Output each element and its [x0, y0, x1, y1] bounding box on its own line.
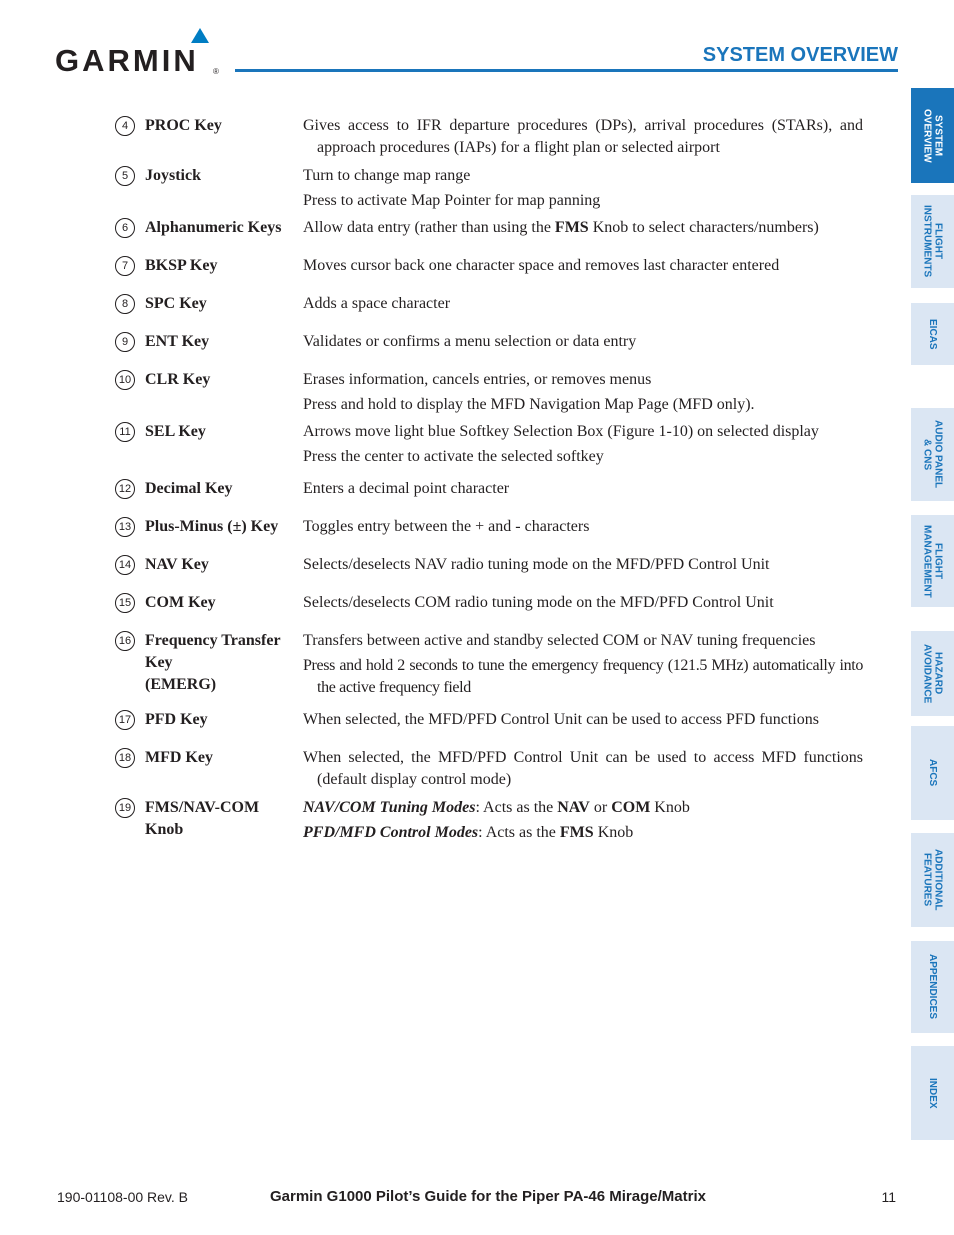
key-description — [303, 217, 863, 242]
key-description — [303, 516, 863, 541]
garmin-triangle-icon — [191, 28, 209, 43]
key-name: Decimal Key — [145, 480, 233, 497]
callout-number-icon: 10 — [115, 370, 135, 390]
key-name: Plus-Minus (±) Key — [145, 518, 279, 535]
callout-number-icon: 9 — [115, 332, 135, 352]
description-line — [303, 217, 863, 239]
callout-number-icon: 15 — [115, 593, 135, 613]
registered-mark: ® — [213, 67, 219, 76]
header-rule — [235, 69, 898, 72]
tab-label: APPENDICES — [927, 954, 938, 1020]
key-name: ENT Key — [145, 333, 210, 350]
description-line: Adds a space character — [303, 295, 451, 312]
key-name-line: FMS/NAV-COM — [145, 799, 260, 816]
desc-fragment: Knob — [593, 824, 634, 841]
desc-fragment: FMS — [559, 824, 594, 841]
callout-number-icon: 18 — [115, 748, 135, 768]
key-name: NAV Key — [145, 556, 209, 573]
desc-fragment: Allow data entry (rather than using the — [303, 219, 555, 236]
desc-fragment: Knob — [650, 799, 690, 816]
tab-label: AUDIO PANEL & CNS — [921, 420, 944, 489]
callout-number-icon: 11 — [115, 422, 135, 442]
callout-number-icon: 14 — [115, 555, 135, 575]
tab-appendices[interactable] — [911, 941, 954, 1033]
key-name: SPC Key — [145, 295, 207, 312]
description-line — [303, 797, 863, 819]
key-name: PROC Key — [145, 117, 222, 134]
key-description — [303, 478, 863, 503]
description-line: Gives access to IFR departure procedures (DPs), arrival procedures (STARs), and approach procedures (IAPs) for a flight plan or selected airport — [303, 117, 863, 156]
key-description — [303, 293, 863, 318]
key-description — [303, 630, 863, 702]
tab-afcs[interactable] — [911, 726, 954, 820]
callout-number-icon: 6 — [115, 218, 135, 238]
tab-label: EICAS — [927, 318, 938, 350]
callout-number-icon: 8 — [115, 294, 135, 314]
callout-number-icon: 4 — [115, 116, 135, 136]
key-name-line: Frequency Transfer — [145, 632, 281, 649]
callout-number-icon: 7 — [115, 256, 135, 276]
tab-label: FLIGHT INSTRUMENTS — [921, 205, 944, 278]
key-name: Joystick — [145, 167, 201, 184]
description-line: Press to activate Map Pointer for map panning — [303, 192, 601, 209]
key-name-line: Key — [145, 654, 173, 671]
desc-fragment: COM — [611, 799, 651, 816]
key-name: MFD Key — [145, 749, 213, 766]
desc-fragment: or — [589, 799, 612, 816]
desc-fragment: : Acts as the — [478, 824, 560, 841]
page-number: 11 — [881, 1189, 896, 1205]
key-name — [145, 630, 303, 696]
key-name-line: (EMERG) — [145, 676, 217, 693]
tab-hazard-avoidance[interactable] — [911, 631, 954, 716]
desc-fragment: Knob to select characters/numbers) — [588, 219, 819, 236]
callout-number-icon: 12 — [115, 479, 135, 499]
description-line: Toggles entry between the + and - characters — [303, 518, 590, 535]
key-description — [303, 165, 863, 215]
key-name-line: Knob — [145, 821, 184, 838]
key-name — [145, 797, 303, 841]
callout-number-icon: 13 — [115, 517, 135, 537]
tab-label: ADDITIONAL FEATURES — [921, 849, 944, 911]
callout-number-icon: 5 — [115, 166, 135, 186]
tab-system-overview[interactable] — [911, 88, 954, 183]
tab-label: AFCS — [927, 759, 938, 787]
key-description — [303, 115, 863, 162]
key-description — [303, 331, 863, 356]
key-description — [303, 554, 863, 579]
tab-label: FLIGHT MANAGEMENT — [921, 524, 944, 598]
logo-text: GARMIN — [55, 43, 199, 78]
description-line: Erases information, cancels entries, or removes menus — [303, 371, 652, 388]
tab-label: HAZARD AVOIDANCE — [921, 643, 944, 704]
tab-eicas[interactable] — [911, 303, 954, 365]
garmin-logo — [55, 28, 220, 76]
key-name: BKSP Key — [145, 257, 218, 274]
tab-additional-features[interactable] — [911, 833, 954, 927]
callout-number-icon: 19 — [115, 798, 135, 818]
key-name: PFD Key — [145, 711, 208, 728]
tab-flight-instruments[interactable] — [911, 195, 954, 288]
desc-fragment: NAV/COM Tuning Modes — [303, 799, 476, 816]
description-line: Selects/deselects NAV radio tuning mode on the MFD/PFD Control Unit — [303, 556, 770, 573]
tab-label: INDEX — [927, 1077, 938, 1109]
tab-audio-panel-cns[interactable] — [911, 408, 954, 501]
description-line: Enters a decimal point character — [303, 480, 510, 497]
description-line: Moves cursor back one character space and removes last character entered — [303, 257, 780, 274]
tab-flight-management[interactable] — [911, 515, 954, 607]
description-line: Validates or confirms a menu selection or data entry — [303, 333, 637, 350]
description-line: When selected, the MFD/PFD Control Unit can be used to access PFD functions — [303, 711, 819, 728]
desc-fragment: : Acts as the — [475, 799, 558, 816]
description-line: Press and hold 2 seconds to tune the emergency frequency (121.5 MHz) automatically into the active frequency field — [303, 657, 863, 696]
description-line — [303, 822, 863, 844]
description-line: Arrows move light blue Softkey Selection Box (Figure 1-10) on selected display — [303, 423, 819, 440]
key-description — [303, 747, 863, 794]
key-description — [303, 255, 863, 280]
key-name: SEL Key — [145, 423, 206, 440]
key-name: COM Key — [145, 594, 216, 611]
desc-fragment: PFD/MFD Control Modes — [303, 824, 479, 841]
callout-number-icon: 16 — [115, 631, 135, 651]
tab-label: SYSTEM OVERVIEW — [921, 108, 944, 163]
doc-number: 190-01108-00 Rev. B — [57, 1189, 189, 1205]
key-description — [303, 709, 863, 734]
description-line: When selected, the MFD/PFD Control Unit can be used to access MFD functions (default display control mode) — [303, 749, 863, 788]
desc-fragment: FMS — [554, 219, 589, 236]
description-line: Transfers between active and standby selected COM or NAV tuning frequencies — [303, 632, 816, 649]
key-name: CLR Key — [145, 371, 211, 388]
callout-number-icon: 17 — [115, 710, 135, 730]
description-line: Turn to change map range — [303, 167, 471, 184]
key-description — [303, 797, 863, 847]
description-line: Press the center to activate the selected softkey — [303, 448, 604, 465]
footer-title: Garmin G1000 Pilot’s Guide for the Piper PA-46 Mirage/Matrix — [270, 1188, 706, 1205]
tab-index[interactable] — [911, 1046, 954, 1140]
key-name: Alphanumeric Keys — [145, 219, 282, 236]
key-description — [303, 369, 863, 419]
section-title: SYSTEM OVERVIEW — [702, 44, 898, 66]
key-description — [303, 421, 863, 471]
description-line: Press and hold to display the MFD Navigation Map Page (MFD only). — [303, 396, 755, 413]
key-description — [303, 592, 863, 617]
description-line: Selects/deselects COM radio tuning mode on the MFD/PFD Control Unit — [303, 594, 774, 611]
desc-fragment: NAV — [557, 799, 590, 816]
